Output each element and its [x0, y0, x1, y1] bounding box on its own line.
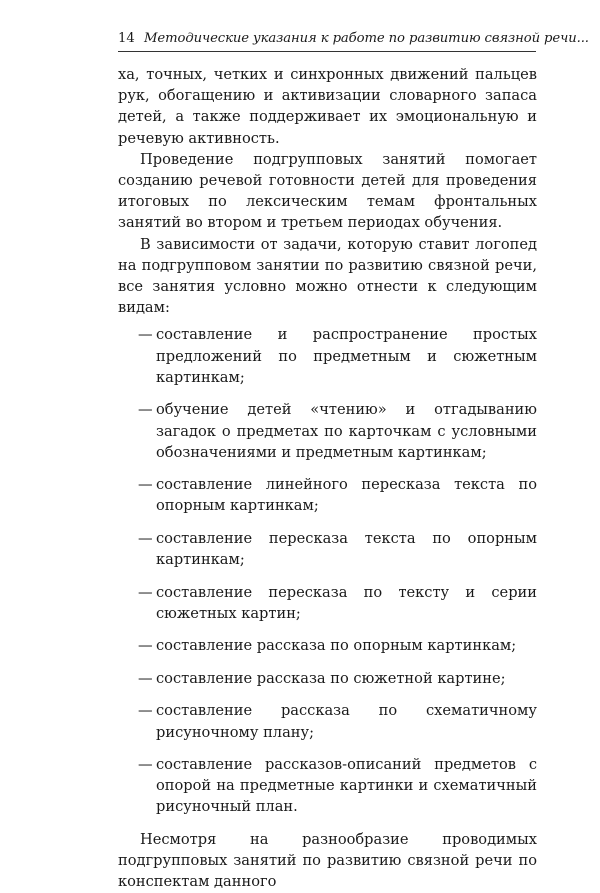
dash-marker: —: [138, 401, 153, 419]
paragraph-subgroup-lessons: Проведение подгрупповых занятий помогает созданию речевой готовности детей для проведения итоговых по лексическим темам фронтальных занятий во втором и третьем периодах обучения.: [118, 150, 537, 232]
list-item-text: составление рассказов-описаний предметов с опорой на предметные картинки и схематичный рисуночный план.: [156, 756, 537, 816]
running-head-title: Методические указания к работе по развитию связной речи...: [144, 31, 589, 46]
list-item: [118, 324, 537, 388]
dash-marker: —: [138, 669, 153, 687]
dash-marker: —: [138, 637, 153, 655]
dash-marker: —: [138, 583, 153, 601]
paragraph-lesson-types-intro: В зависимости от задачи, которую ставит логопед на подгрупповом занятии по развитию связной речи, все занятия условно можно отнести к следующим видам:: [118, 235, 537, 317]
dash-marker: —: [138, 529, 153, 547]
list-item: [118, 528, 537, 570]
body-text: [118, 64, 537, 893]
list-item-text: составление рассказа по сюжетной картине;: [156, 669, 506, 687]
paragraph-despite-variety: Несмотря на разнообразие проводимых подгрупповых занятий по развитию связной речи по конспектам данного: [118, 830, 537, 891]
list-item: [118, 700, 537, 742]
list-item-text: обучение детей «чтению» и отгадыванию загадок о предметах по карточкам с условными обозначениями и предметным картинкам;: [156, 401, 537, 461]
dash-marker: —: [138, 326, 153, 344]
paragraph-continued: ха, точных, четких и синхронных движений пальцев рук, обогащению и активизации словарного запаса детей, а также поддерживает их эмоциональную и речевую активность.: [118, 66, 537, 147]
list-item-text: составление рассказа по схематичному рисуночному плану;: [156, 702, 537, 741]
dash-marker: —: [138, 702, 153, 720]
page-number: 14: [118, 31, 135, 46]
running-head: [118, 30, 589, 52]
list-item-text: составление линейного пересказа текста по опорным картинкам;: [156, 476, 537, 515]
list-item: [118, 582, 537, 624]
list-item: [118, 668, 537, 689]
list-item-text: составление рассказа по опорным картинкам;: [156, 637, 517, 655]
lesson-types-list: [118, 324, 537, 817]
list-item-text: составление пересказа текста по опорным картинкам;: [156, 529, 537, 569]
list-item: [118, 635, 537, 656]
list-item: [118, 399, 537, 463]
dash-marker: —: [138, 476, 153, 494]
list-item-text: составление пересказа по тексту и серии сюжетных картин;: [156, 583, 537, 622]
list-item-text: составление и распространение простых предложений по предметным и сюжетным картинкам;: [156, 326, 537, 386]
list-item: [118, 474, 537, 516]
dash-marker: —: [138, 756, 153, 774]
list-item: [118, 754, 537, 818]
